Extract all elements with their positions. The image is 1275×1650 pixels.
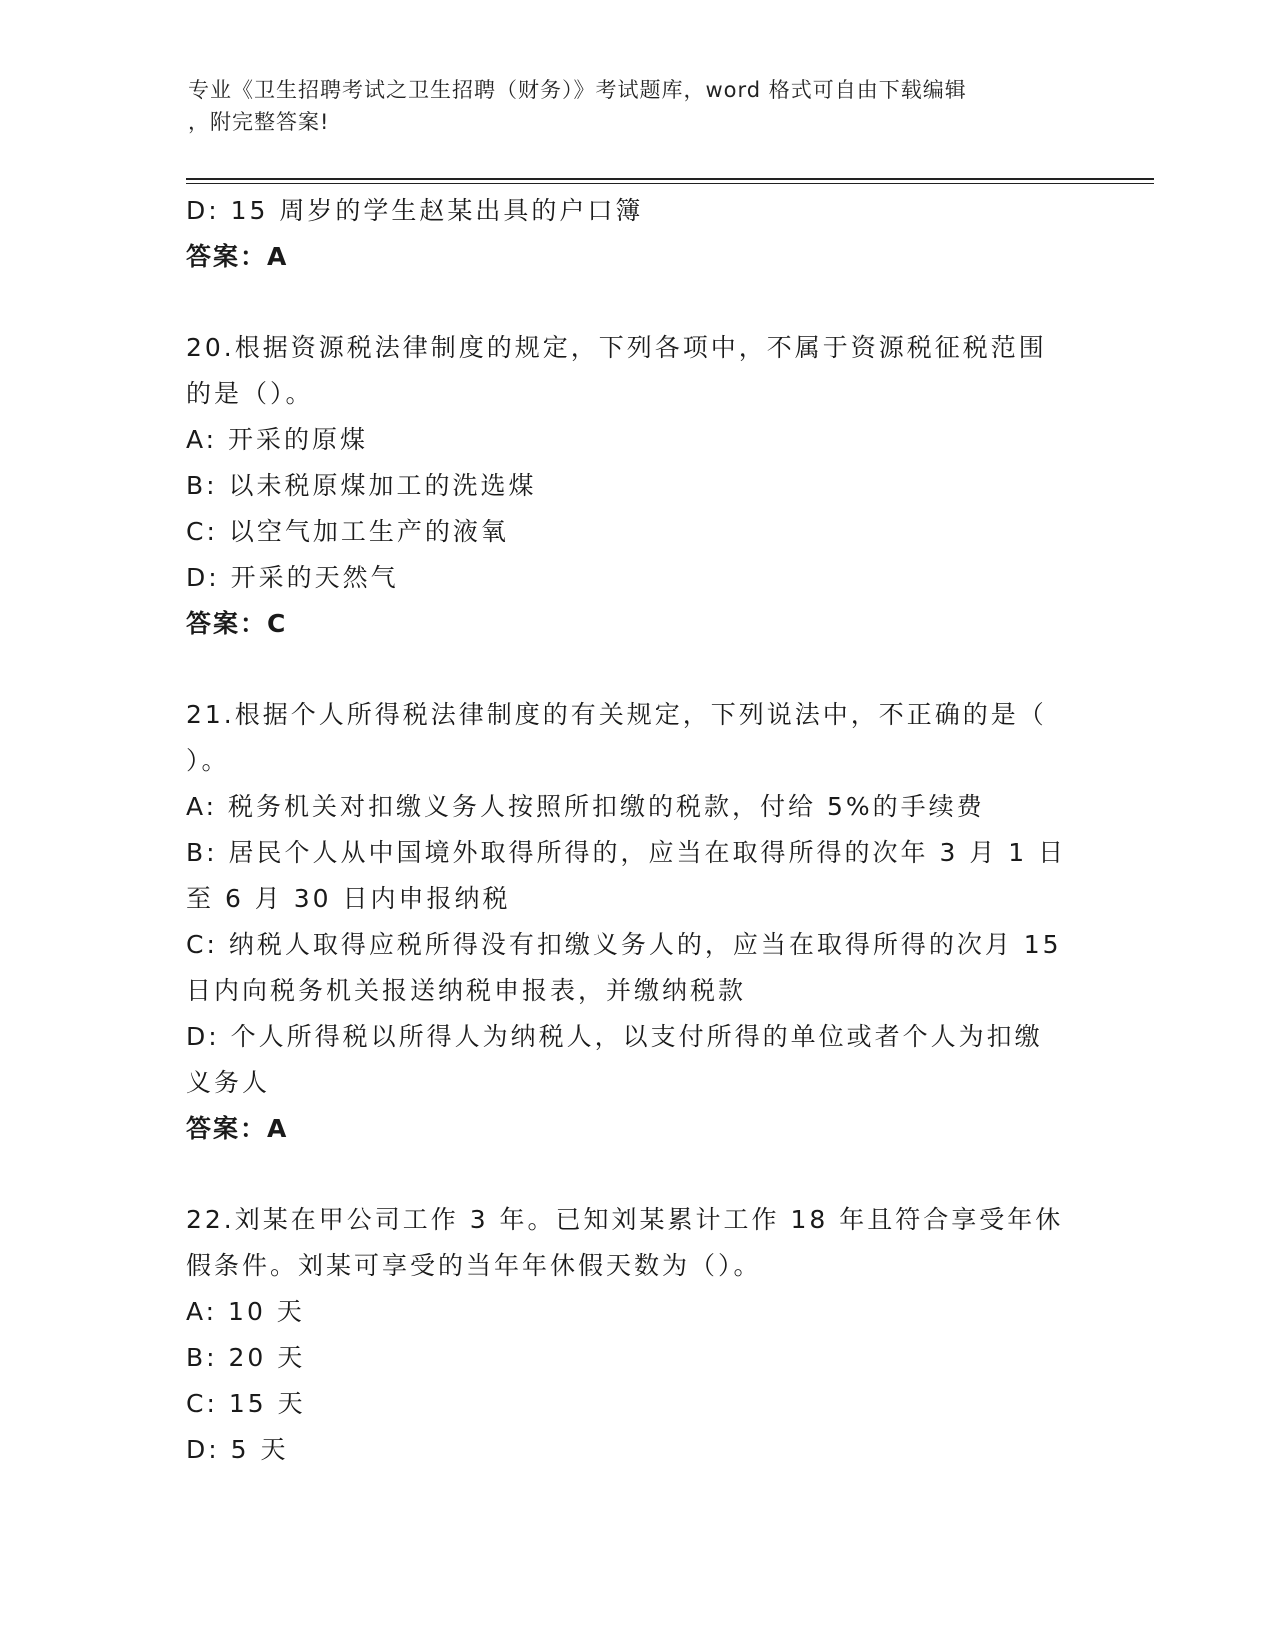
question-stem-cont: 假条件。刘某可享受的当年年休假天数为（）。 <box>186 1251 762 1280</box>
option-c: C: 以空气加工生产的液氧 <box>186 517 509 546</box>
question-22 <box>186 1197 1086 1473</box>
option-d: D: 5 天 <box>186 1435 289 1464</box>
option-c: C: 15 天 <box>186 1389 306 1418</box>
question-stem: 20.根据资源税法律制度的规定，下列各项中，不属于资源税征税范围 <box>186 333 1047 362</box>
option-a: A: 税务机关对扣缴义务人按照所扣缴的税款，付给 5%的手续费 <box>186 792 985 821</box>
header-line-1: 专业《卫生招聘考试之卫生招聘（财务）》考试题库，word 格式可自由下载编辑 <box>188 78 967 102</box>
question-stem-cont: 的是（）。 <box>186 379 314 408</box>
option-b: B: 20 天 <box>186 1343 306 1372</box>
question-stem: 21.根据个人所得税法律制度的有关规定，下列说法中，不正确的是（ <box>186 700 1047 729</box>
option-c-cont: 日内向税务机关报送纳税申报表，并缴纳税款 <box>186 976 747 1005</box>
question-20 <box>186 325 1086 647</box>
option-a: A: 10 天 <box>186 1297 305 1326</box>
option-b: B: 以未税原煤加工的洗选煤 <box>186 471 537 500</box>
question-stem: 22.刘某在甲公司工作 3 年。已知刘某累计工作 18 年且符合享受年休 <box>186 1205 1064 1234</box>
option-d: D: 个人所得税以所得人为纳税人，以支付所得的单位或者个人为扣缴 <box>186 1022 1043 1051</box>
option-a: A: 开采的原煤 <box>186 425 369 454</box>
option-d: D: 开采的天然气 <box>186 563 399 592</box>
spacer <box>186 647 1086 692</box>
option-d-cont: 义务人 <box>186 1068 271 1097</box>
question-content <box>186 188 1086 1473</box>
header-divider-thin <box>186 183 1154 184</box>
spacer <box>186 280 1086 325</box>
answer: 答案：A <box>186 1114 289 1143</box>
header-divider-thick <box>186 178 1154 180</box>
header-note <box>188 74 1068 138</box>
answer: 答案：C <box>186 609 288 638</box>
answer: 答案：A <box>186 242 289 271</box>
option-c: C: 纳税人取得应税所得没有扣缴义务人的，应当在取得所得的次月 15 <box>186 930 1062 959</box>
option-b-cont: 至 6 月 30 日内申报纳税 <box>186 884 511 913</box>
header-line-2: ，附完整答案! <box>188 110 330 134</box>
question-21 <box>186 692 1086 1152</box>
previous-question-tail <box>186 188 1086 280</box>
spacer <box>186 1152 1086 1197</box>
option-b: B: 居民个人从中国境外取得所得的，应当在取得所得的次年 3 月 1 日 <box>186 838 1067 867</box>
option-d: D: 15 周岁的学生赵某出具的户口簿 <box>186 196 644 225</box>
question-stem-cont: ）。 <box>186 746 230 775</box>
